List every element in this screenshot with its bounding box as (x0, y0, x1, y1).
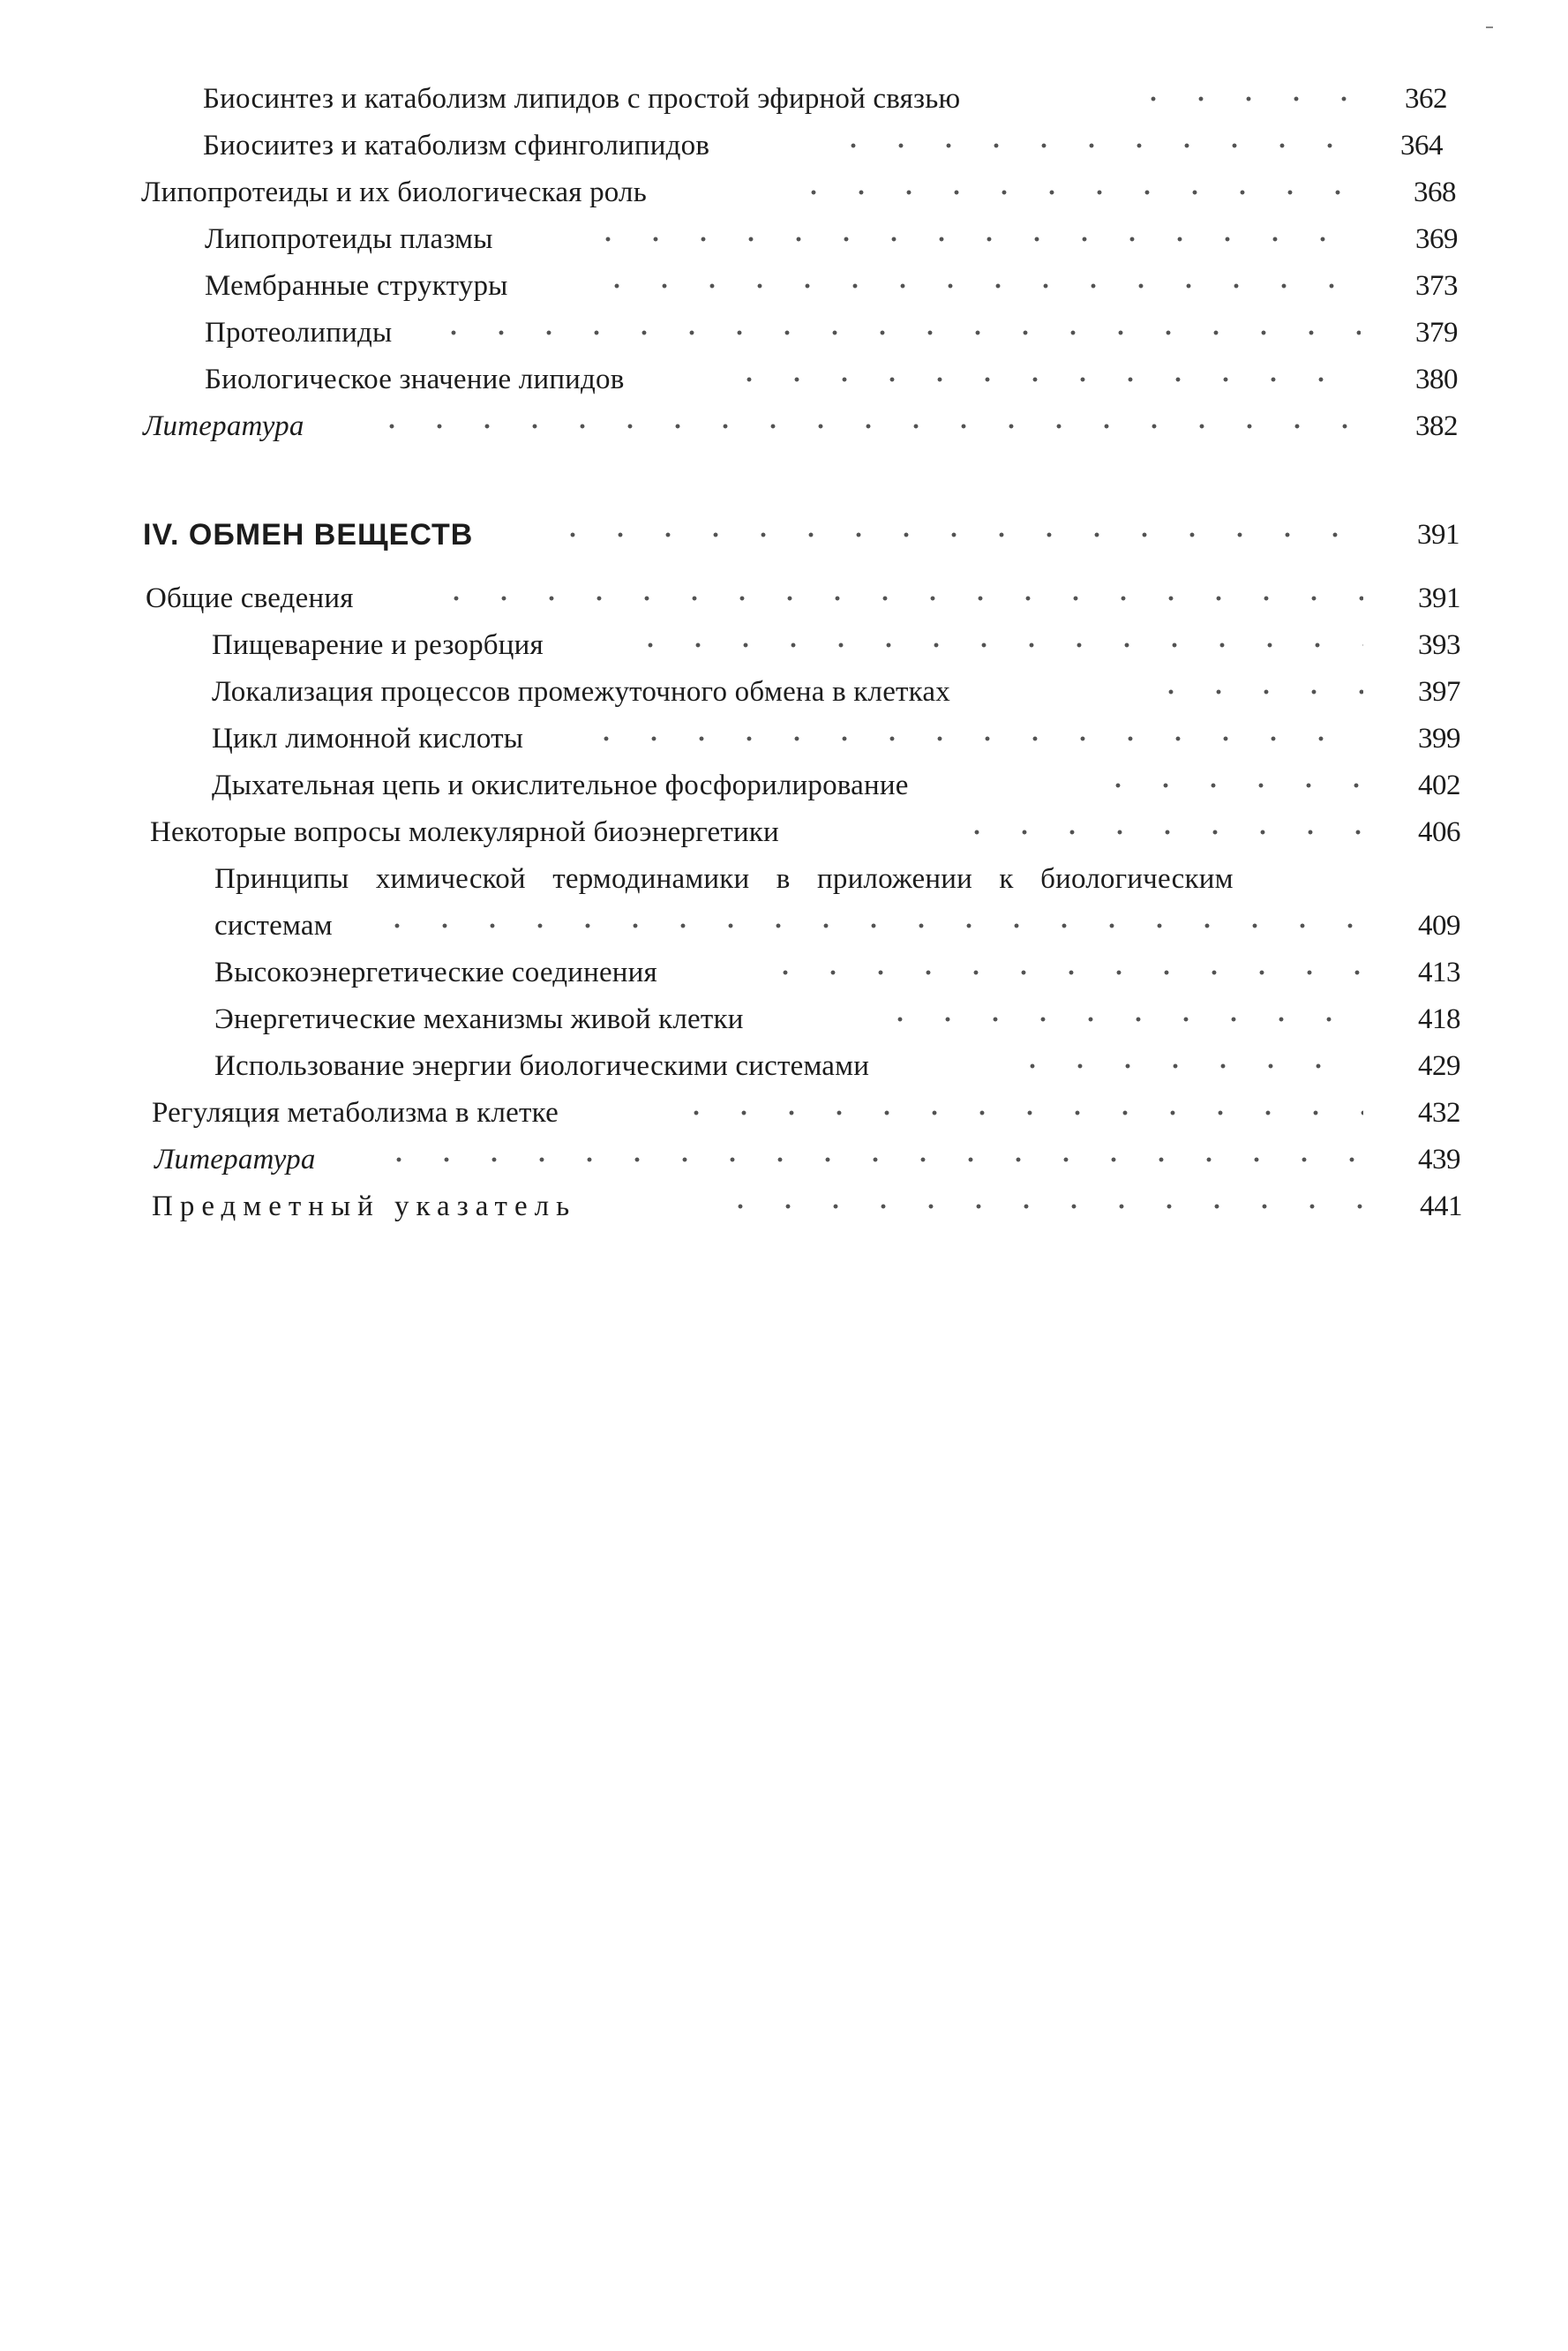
toc-entry-title: Некоторые вопросы молекулярной биоэнергетики (150, 809, 788, 855)
toc-entry-page: 406 (1418, 816, 1460, 848)
dot-leader (584, 236, 1361, 243)
dot-leader (373, 922, 1363, 929)
toc-entry-title: Энергетические механизмы живой клетки (214, 996, 753, 1042)
toc-entry-page: 441 (1420, 1191, 1462, 1222)
toc-entry-title: Пищеварение и резорбция (212, 622, 552, 668)
toc-entry-title: Регуляция метаболизма в клетке (152, 1090, 567, 1136)
dot-leader (1147, 688, 1363, 695)
toc-entry-page: 379 (1415, 317, 1458, 349)
toc-entry-page: 429 (1418, 1050, 1460, 1082)
dot-leader (716, 1203, 1365, 1210)
toc-entry-page: 399 (1418, 723, 1460, 755)
toc-entry[interactable] (212, 716, 1460, 762)
toc-entry[interactable] (214, 903, 1460, 949)
toc-entry-title: Биосиитез и катаболизм сфинголипидов (203, 123, 718, 169)
toc-entry-title: системам (214, 903, 341, 949)
dot-leader (672, 1109, 1363, 1116)
toc-entry-title: Общие сведения (146, 575, 363, 621)
toc-entry-page: 368 (1414, 177, 1456, 208)
toc-entry[interactable] (214, 1043, 1460, 1089)
dot-leader (430, 329, 1361, 336)
toc-entry-page: 364 (1400, 130, 1443, 161)
dot-leader (725, 376, 1361, 383)
toc-entry[interactable] (154, 1137, 1460, 1183)
toc-entry-title: Принципы химической термодинамики в приложении к биологическим (214, 856, 1242, 902)
toc-entry-title: Липопротеиды и их биологическая роль (141, 169, 656, 215)
toc-entry[interactable] (205, 216, 1458, 262)
toc-entry-page: 397 (1418, 676, 1460, 708)
toc-entry[interactable] (214, 996, 1460, 1042)
toc-entry-page: 362 (1405, 83, 1447, 115)
toc-entry[interactable] (214, 950, 1460, 995)
toc-entry[interactable] (212, 762, 1460, 808)
toc-entry-title: Мембранные структуры (205, 263, 517, 309)
toc-entry[interactable] (146, 575, 1460, 621)
scan-mark (1486, 26, 1493, 28)
toc-entry-page: 382 (1415, 410, 1458, 442)
toc-entry-page: 418 (1418, 1003, 1460, 1035)
dot-leader (432, 595, 1363, 602)
dot-leader (761, 969, 1363, 976)
toc-entry-title: Предметный указатель (152, 1183, 585, 1229)
toc-entry-title: Использование энергии биологическими системами (214, 1043, 878, 1089)
dot-leader (593, 282, 1361, 289)
toc-entry[interactable] (212, 669, 1460, 715)
dot-leader (582, 735, 1363, 742)
section-title: IV. ОБМЕН ВЕЩЕСТВ (143, 512, 482, 558)
dot-leader (829, 142, 1346, 149)
toc-entry-title: Цикл лимонной кислоты (212, 716, 532, 762)
toc-entry[interactable] (205, 310, 1458, 356)
toc-entry-page: 409 (1418, 910, 1460, 942)
dot-leader (375, 1156, 1363, 1163)
toc-entry[interactable] (143, 403, 1458, 449)
toc-entry-title: Высокоэнергетические соединения (214, 950, 666, 995)
dot-leader (626, 642, 1363, 649)
dot-leader (876, 1016, 1363, 1023)
toc-entry[interactable] (152, 1090, 1460, 1136)
toc-entry-page: 373 (1415, 270, 1458, 302)
toc-section-heading[interactable] (143, 512, 1459, 558)
toc-entry-page: 439 (1418, 1144, 1460, 1176)
toc-entry[interactable] (203, 123, 1443, 169)
toc-entry-title: Дыхательная цепь и окислительное фосфорилирование (212, 762, 918, 808)
toc-entry-title: Биологическое значение липидов (205, 357, 634, 402)
toc-entry-page: 369 (1415, 223, 1458, 255)
section-page: 391 (1417, 519, 1459, 551)
toc-entry-page: 380 (1415, 364, 1458, 395)
toc-entry-page: 393 (1418, 629, 1460, 661)
toc-entry[interactable] (205, 357, 1458, 402)
toc-entry[interactable] (205, 263, 1458, 309)
dot-leader (549, 531, 1362, 538)
toc-entry-page: 391 (1418, 582, 1460, 614)
dot-leader (1129, 95, 1350, 102)
toc-entry-title: Литература (154, 1137, 325, 1183)
toc-entry-page: 432 (1418, 1097, 1460, 1129)
dot-leader (1094, 782, 1363, 789)
toc-entry[interactable] (152, 1183, 1462, 1229)
toc-entry[interactable] (150, 809, 1460, 855)
dot-leader (953, 829, 1363, 836)
toc-entry-page: 402 (1418, 770, 1460, 801)
dot-leader (1009, 1063, 1363, 1070)
toc-entry[interactable] (141, 169, 1456, 215)
toc-entry[interactable] (203, 76, 1447, 122)
toc-entry-title: Липопротеиды плазмы (205, 216, 502, 262)
toc-entry-page: 413 (1418, 957, 1460, 988)
dot-leader (368, 423, 1361, 430)
toc-entry-title: Биосинтез и катаболизм липидов с простой эфирной связью (203, 76, 969, 122)
toc-entry[interactable] (214, 856, 1459, 902)
dot-leader (790, 189, 1359, 196)
toc-entry[interactable] (212, 622, 1460, 668)
toc-entry-title: Протеолипиды (205, 310, 401, 356)
toc-entry-title: Литература (143, 403, 313, 449)
toc-entry-title: Локализация процессов промежуточного обмена в клетках (212, 669, 959, 715)
